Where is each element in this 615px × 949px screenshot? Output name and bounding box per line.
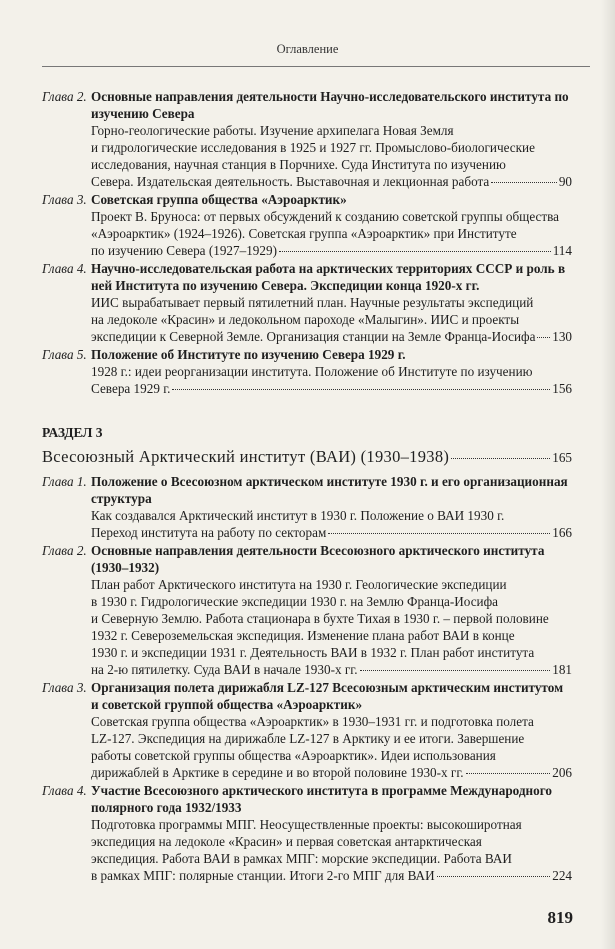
chapter-description [91,363,572,397]
chapter-description [91,208,572,259]
description-text: на ледоколе «Красин» и ледокольном пароходе «Малыгин». ИИС и проекты [91,312,520,327]
dot-leader [437,876,551,877]
description-text: 1928 г.: идеи реорганизации института. Положение об Институте по изучению [91,364,533,379]
description-text: экспедиция. Работа ВАИ в рамках МПГ: морские экспедиции. Работа ВАИ [91,851,512,866]
chapter-title: Положение о Всесоюзном арктическом институте 1930 г. и его организационная структура [91,474,568,506]
description-text: Как создавался Арктический институт в 1930 г. Положение о ВАИ 1930 г. [91,508,505,523]
description-text: экспедиция на ледоколе «Красин» и первая советская антарктическая [91,834,482,849]
chapter-description [91,122,572,190]
description-line [91,380,572,397]
dot-leader [172,389,550,390]
description-text: в рамках МПГ: полярные станции. Итоги 2-го МПГ для ВАИ [91,868,435,883]
chapter-heading [42,679,572,713]
dot-leader [360,670,551,671]
description-text: LZ-127. Экспедиция на дирижабле LZ-127 в Арктику и ее итоги. Завершение [91,731,525,746]
description-line [91,311,572,328]
chapter-entry [42,679,572,781]
description-text: 1930 г. и экспедиции 1931 г. Деятельность ВАИ в 1932 г. План работ института [91,645,535,660]
chapter-title: Научно-исследовательская работа на арктических территориях СССР и роль в ней Института по изучению Севера. Экспедиции конца 1920-х гг. [91,261,566,293]
chapter-number: Глава 2. [42,543,87,558]
description-line [91,328,572,345]
description-text: работы советской группы общества «Аэроарктик». Идеи использования [91,748,496,763]
description-text: Советская группа общества «Аэроарктик» в 1930–1931 гг. и подготовка полета [91,714,534,729]
chapter-heading [42,260,572,294]
dot-leader [328,533,550,534]
chapter-description [91,816,572,884]
description-line [91,208,572,225]
description-line [91,833,572,850]
chapter-page-number: 130 [552,329,572,344]
description-text: экспедиции к Северной Земле. Организация станции на Земле Франца-Иосифа [91,329,536,344]
table-of-contents [42,88,572,885]
chapter-number: Глава 3. [42,192,87,207]
chapter-number: Глава 2. [42,89,87,104]
chapter-title: Советская группа общества «Аэроарктик» [91,192,347,207]
description-line [91,225,572,242]
chapter-entry [42,782,572,884]
chapter-entry [42,260,572,345]
chapter-heading [42,191,572,208]
description-line [91,524,572,541]
description-line [91,593,572,610]
chapter-description [91,576,572,678]
chapter-page-number: 90 [558,174,572,189]
section-page-number: 165 [552,450,572,465]
description-line [91,713,572,730]
description-line [91,242,572,259]
description-line [91,363,572,380]
description-text: Севера. Издательская деятельность. Выставочная и лекционная работа [91,174,490,189]
chapter-page-number: 224 [552,868,572,883]
chapter-number: Глава 1. [42,474,87,489]
description-text: дирижаблей в Арктике в середине и во второй половине 1930-х гг. [91,765,464,780]
chapter-number: Глава 4. [42,261,87,276]
page-number: 819 [547,908,573,927]
description-line [91,747,572,764]
description-line [91,507,572,524]
description-text: и Северную Землю. Работа стационара в бухте Тихая в 1930 г. – первой половине [91,611,549,626]
section-title-entry [42,447,572,467]
description-text: Подготовка программы МПГ. Неосуществленные проекты: высокоширотная [91,817,522,832]
description-line [91,661,572,678]
chapter-number: Глава 4. [42,783,87,798]
description-line [91,816,572,833]
chapter-page-number: 156 [552,381,572,396]
header-divider [42,66,590,67]
description-text: План работ Арктического института на 1930 г. Геологические экспедиции [91,577,507,592]
chapter-entry [42,473,572,541]
chapter-entry [42,88,572,190]
section-title: Всесоюзный Арктический институт (ВАИ) (1930–1938) [42,447,450,466]
description-text: в 1930 г. Гидрологические экспедиции 1930 г. на Землю Франца-Иосифа [91,594,499,609]
chapter-title: Участие Всесоюзного арктического института в программе Международного полярного года 1932/1933 [91,783,552,815]
chapter-list-part-2 [42,88,572,397]
description-line [91,730,572,747]
chapter-heading [42,346,572,363]
description-text: Проект В. Бруноса: от первых обсуждений к созданию советской группы общества [91,209,560,224]
description-line [91,576,572,593]
chapter-page-number: 114 [552,243,572,258]
description-line [91,294,572,311]
chapter-title: Основные направления деятельности Научно-исследовательского института по изучению Севера [91,89,569,121]
chapter-heading [42,473,572,507]
chapter-heading [42,782,572,816]
chapter-page-number: 166 [552,525,572,540]
description-line [91,173,572,190]
description-line [91,850,572,867]
chapter-title: Основные направления деятельности Всесоюзного арктического института (1930–1932) [91,543,545,575]
chapter-entry [42,542,572,678]
description-line [91,122,572,139]
description-text: ИИС вырабатывает первый пятилетний план. Научные результаты экспедиций [91,295,534,310]
description-line [91,627,572,644]
chapter-title: Организация полета дирижабля LZ-127 Всесоюзным арктическим институтом и советской группой общества «Аэроарктик» [91,680,564,712]
description-line [91,156,572,173]
description-text: по изучению Севера (1927–1929) [91,243,277,258]
dot-leader [537,337,550,338]
description-line [91,139,572,156]
description-line [91,644,572,661]
description-text: и гидрологические исследования в 1925 и 1927 гг. Промыслово-биологические [91,140,535,155]
description-text: Горно-геологические работы. Изучение архипелага Новая Земля [91,123,454,138]
chapter-list-part-3 [42,473,572,884]
description-text: Севера 1929 г. [91,381,171,396]
description-text: Переход института на работу по секторам [91,525,327,540]
page-edge-shadow [601,0,615,949]
chapter-number: Глава 3. [42,680,87,695]
description-text: 1932 г. Североземельская экспедиция. Изменение плана работ ВАИ в конце [91,628,515,643]
chapter-title: Положение об Институте по изучению Севера 1929 г. [91,347,406,362]
chapter-heading [42,542,572,576]
chapter-description [91,507,572,541]
chapter-entry [42,346,572,397]
description-text: на 2-ю пятилетку. Суда ВАИ в начале 1930-х гг. [91,662,358,677]
chapter-description [91,294,572,345]
description-text: «Аэроарктик» (1924–1926). Советская группа «Аэроарктик» при Институте [91,226,517,241]
running-header: Оглавление [276,42,339,56]
description-line [91,610,572,627]
description-line [91,764,572,781]
dot-leader [451,458,550,459]
dot-leader [491,182,557,183]
description-line [91,867,572,884]
chapter-heading [42,88,572,122]
chapter-description [91,713,572,781]
chapter-page-number: 181 [552,662,572,677]
section-label: РАЗДЕЛ 3 [42,425,103,440]
description-text: исследования, научная станция в Порчнихе. Суда Института по изучению [91,157,506,172]
dot-leader [279,251,551,252]
chapter-page-number: 206 [552,765,572,780]
chapter-entry [42,191,572,259]
chapter-number: Глава 5. [42,347,87,362]
dot-leader [466,773,551,774]
